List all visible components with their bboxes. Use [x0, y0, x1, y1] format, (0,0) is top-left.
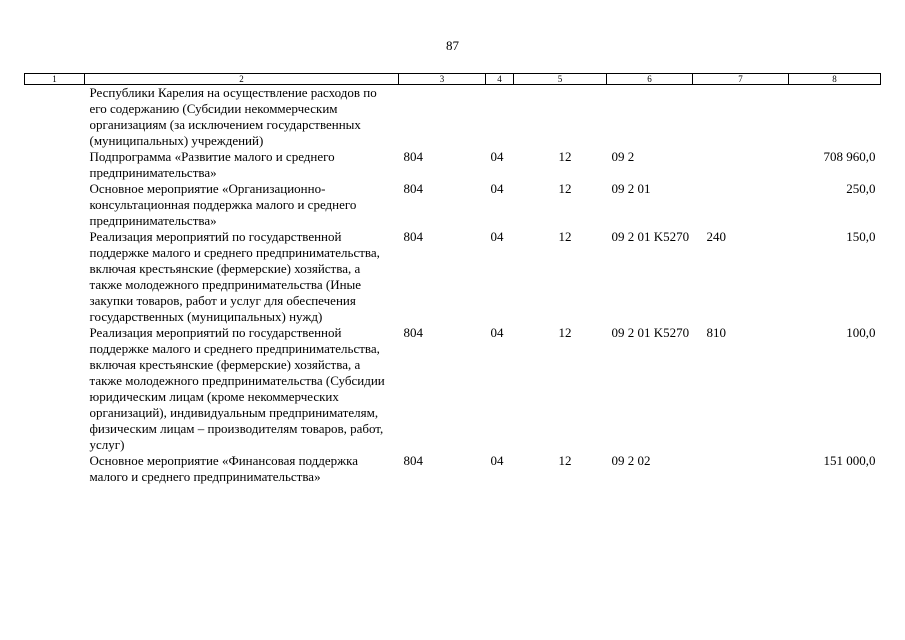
subsection-code-cell: 12 [558, 453, 572, 468]
row-number-cell [25, 453, 85, 485]
table-row [25, 181, 881, 229]
amount-cell [789, 85, 881, 150]
amount-cell: 150,0 [846, 229, 876, 244]
target-article-cell: 09 2 01 [611, 181, 651, 196]
subsection-code-cell: 12 [558, 181, 572, 196]
item-name-cell: Реализация мероприятий по государственной поддержке малого и среднего предпринимательства, включая крестьянские (фермерские) хозяйства, а также молодежного предпринимательства (Иные закупки товаров, работ и услуг для обеспечения государственных (муниципальных) нужд) [89, 229, 380, 324]
table-row [25, 149, 881, 181]
column-header-3: 3 [399, 74, 486, 85]
expense-type-cell [693, 453, 789, 485]
department-code-cell: 804 [403, 229, 423, 244]
expense-type-cell [693, 85, 789, 150]
expense-type-cell [693, 181, 789, 229]
row-number-cell [25, 85, 85, 150]
item-name-cell: Основное мероприятие «Финансовая поддержка малого и среднего предпринимательства» [89, 453, 359, 484]
department-code-cell: 804 [403, 181, 423, 196]
table-row [25, 229, 881, 325]
table-row [25, 453, 881, 485]
row-number-cell [25, 181, 85, 229]
subsection-code-cell: 12 [558, 149, 572, 164]
column-header-1: 1 [25, 74, 85, 85]
section-code-cell: 04 [490, 229, 504, 244]
section-code-cell: 04 [490, 181, 504, 196]
expense-type-cell: 240 [706, 229, 726, 244]
budget-table [24, 73, 881, 485]
department-code-cell: 804 [403, 325, 423, 340]
table-row [25, 85, 881, 150]
item-name-cell: Основное мероприятие «Организационно-консультационная поддержка малого и среднего предпринимательства» [89, 181, 357, 228]
expense-type-cell [693, 149, 789, 181]
item-name-cell: Республики Карелия на осуществление расходов по его содержанию (Субсидии некоммерческим организациям (за исключением государственных (муниципальных) учреждений) [89, 85, 377, 148]
amount-cell: 100,0 [846, 325, 876, 340]
amount-cell: 250,0 [846, 181, 876, 196]
section-code-cell: 04 [490, 453, 504, 468]
target-article-cell: 09 2 01 K5270 [611, 229, 690, 244]
item-name-cell: Реализация мероприятий по государственной поддержке малого и среднего предпринимательства, включая крестьянские (фермерские) хозяйства, а также молодежного предпринимательства (Субсидии юридическим лицам (кроме некоммерческих организаций), индивидуальным предпринимателям, физическим лицам – производителям товаров, работ, услуг) [89, 325, 385, 452]
subsection-code-cell: 12 [558, 229, 572, 244]
column-header-8: 8 [789, 74, 881, 85]
target-article-cell [607, 85, 693, 150]
table-header-row [25, 74, 881, 85]
table-row [25, 325, 881, 453]
subsection-code-cell [514, 85, 607, 150]
column-header-4: 4 [486, 74, 514, 85]
row-number-cell [25, 149, 85, 181]
amount-cell: 708 960,0 [823, 149, 876, 164]
column-header-5: 5 [514, 74, 607, 85]
row-number-cell [25, 229, 85, 325]
target-article-cell: 09 2 [611, 149, 635, 164]
target-article-cell: 09 2 01 K5270 [611, 325, 690, 340]
department-code-cell [399, 85, 486, 150]
column-header-2: 2 [85, 74, 399, 85]
department-code-cell: 804 [403, 149, 423, 164]
section-code-cell: 04 [490, 149, 504, 164]
section-code-cell: 04 [490, 325, 504, 340]
section-code-cell [486, 85, 514, 150]
subsection-code-cell: 12 [558, 325, 572, 340]
item-name-cell: Подпрограмма «Развитие малого и среднего предпринимательства» [89, 149, 335, 180]
column-header-7: 7 [693, 74, 789, 85]
expense-type-cell: 810 [706, 325, 726, 340]
page-number: 87 [446, 38, 459, 53]
column-header-6: 6 [607, 74, 693, 85]
amount-cell: 151 000,0 [823, 453, 876, 468]
department-code-cell: 804 [403, 453, 423, 468]
target-article-cell: 09 2 02 [611, 453, 651, 468]
row-number-cell [25, 325, 85, 453]
